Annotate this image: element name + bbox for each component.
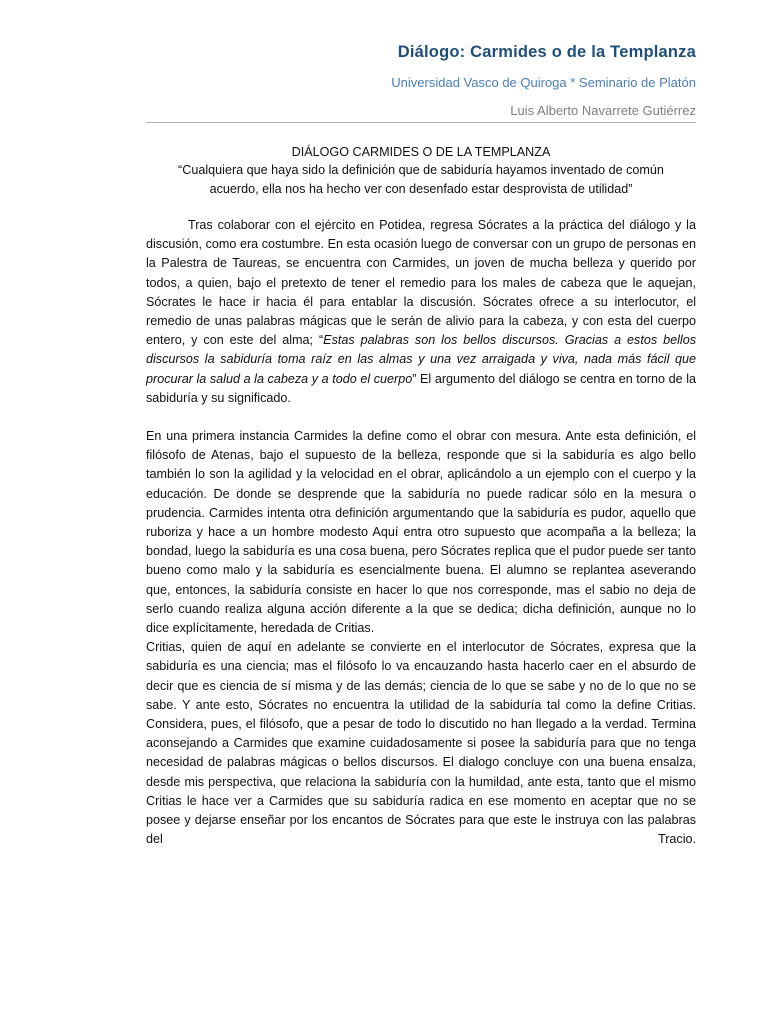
paragraph-1-outro: ” El argumento del diálogo se centra en torno de la sabiduría y su significado.: [146, 371, 696, 405]
epigraph-line-2: acuerdo, ella nos ha hecho ver con desenfado estar desprovista de utilidad”: [209, 181, 633, 196]
page-header: [146, 40, 696, 120]
paragraph-1-intro: Tras colaborar con el ejército en Potidea, regresa Sócrates a la práctica del diálogo y la discusión, como era costumbre. En esta ocasión luego de conversar con un grupo de personas en la Palestra de Taureas, se encuentra con Carmides, un joven de mucha belleza y querido por todos, a quien, bajo el pretexto de tener el remedio para los males de cabeza que le aquejan, Sócrates le hace ir hacia él para entablar la discusión. Sócrates ofrece a su interlocutor, el remedio de unas palabras mágicas que le serán de alivio para la cabeza, y con esta del cuerpo entero, y con este del alma; “: [146, 218, 696, 348]
header-subtitle: Universidad Vasco de Quiroga * Seminario de Platón: [391, 75, 696, 90]
header-author: Luis Alberto Navarrete Gutiérrez: [510, 103, 696, 118]
paragraph-3: Critias, quien de aquí en adelante se convierte en el interlocutor de Sócrates, expresa que la sabiduría es una ciencia; mas el filósofo lo va encauzando hasta hacerlo caer en el absurdo de decir que es ciencia de sí misma y de las demás; ciencia de lo que se sabe y no de lo que no se sabe. Y ante esto, Sócrates no encuentra la utilidad de la sabiduría tal como la define Critias. Considera, pues, el filósofo, que a pesar de todo lo discutido no han llegado a la verdad. Termina aconsejando a Carmides que examine cuidadosamente si posee la sabiduría para que no tenga necesidad de palabras mágicas o bellos discursos. El dialogo concluye con una buena ensalza, desde mis perspectiva, que relaciona la sabiduría con la humildad, ante esta, tanto que el mismo Critias le hace ver a Carmides que su sabiduría radica en ese momento en aceptar que no se posee y dejarse enseñar por los encantos de Sócrates para que este le instruya con las palabras del Tracio.: [146, 640, 696, 847]
document-body: [146, 143, 696, 850]
epigraph-line-1: “Cualquiera que haya sido la definición que de sabiduría hayamos inventado de común: [178, 163, 664, 177]
epigraph: [146, 161, 696, 198]
paragraph-1-quote: Estas palabras son los bellos discursos. Gracias a estos bellos discursos la sabiduría toma raíz en las almas y una vez arraigada y viva, nada más fácil que procurar la salud a la cabeza y a todo el cuerpo: [146, 333, 697, 386]
paragraph-1: [146, 216, 696, 408]
paragraph-2: En una primera instancia Carmides la define como el obrar con mesura. Ante esta definición, el filósofo de Atenas, bajo el supuesto de la belleza, responde que si la sabiduría es algo bello también lo son la agilidad y la velocidad en el obrar, aplicándolo a un ejemplo con el cuerpo y la educación. De donde se desprende que la sabiduría no puede radicar sólo en la mesura o prudencia. Carmides intenta otra definición argumentando que la sabiduría es pudor, aquello que ruboriza y hace a un hombre modesto Aquí entra otro supuesto que acompaña a la belleza; la bondad, luego la sabiduría es una cosa buena, pero Sócrates replica que el pudor puede ser tanto bueno como malo y la sabiduría es esencialmente buena. El alumno se replantea aseverando que, entonces, la sabiduría consiste en hacer lo que nos corresponde, mas el sabio no deja de serlo cuando realiza alguna acción diferente a la que se dedica; dicha definición, aunque no lo dice explícitamente, heredada de Critias.: [146, 429, 696, 636]
document-title: DIÁLOGO CARMIDES O DE LA TEMPLANZA: [291, 145, 551, 159]
header-title: Diálogo: Carmides o de la Templanza: [397, 43, 696, 61]
header-divider: [146, 122, 696, 123]
